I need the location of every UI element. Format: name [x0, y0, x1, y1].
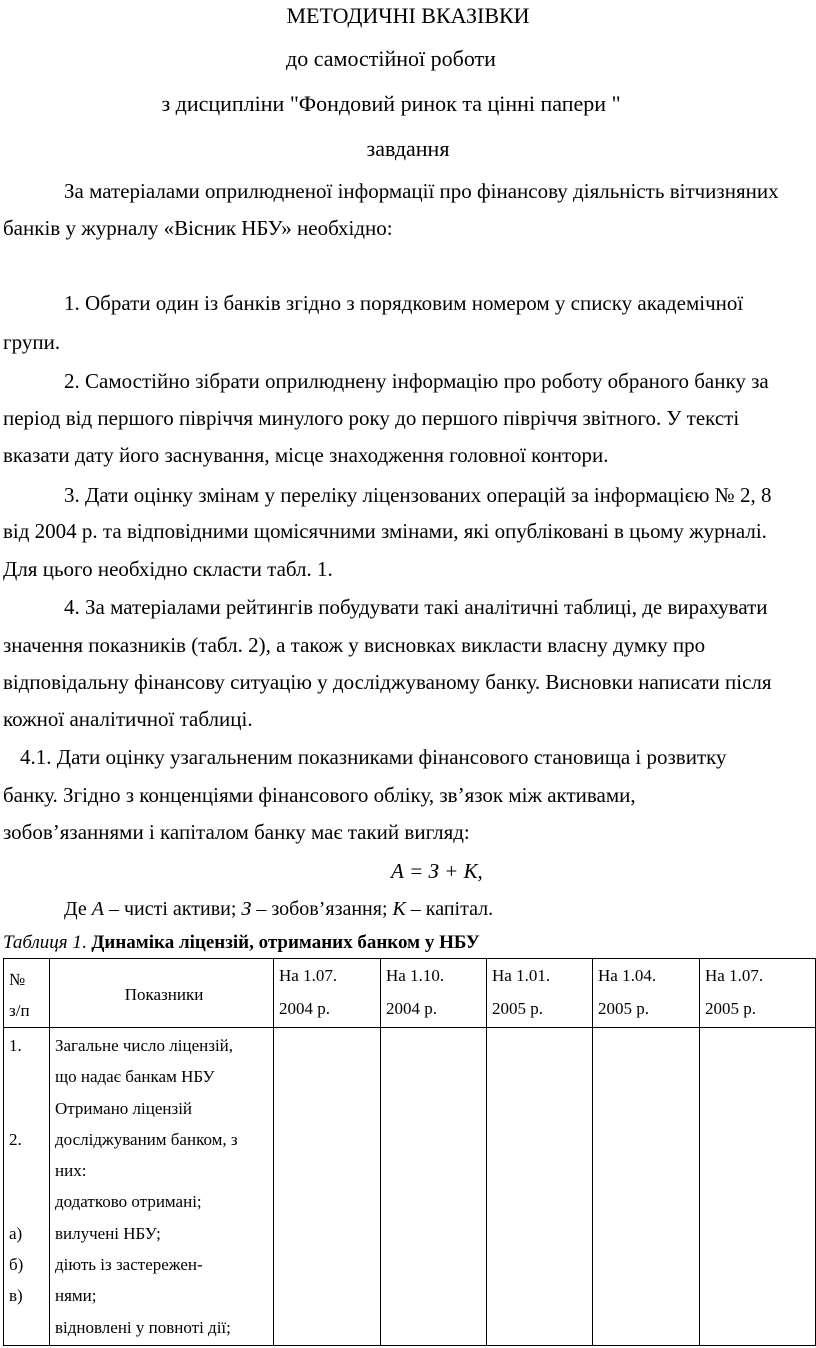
value-cell[interactable] — [487, 1028, 593, 1346]
formula-legend — [64, 895, 493, 923]
indicator-line: додатково отримані; — [55, 1192, 202, 1212]
item-4-1-line-3: зобов’язаннями і капіталом банку має такий вигляд: — [3, 820, 470, 844]
header-date-4-line-2: 2005 р. — [598, 999, 649, 1018]
row-indicator-cell — [50, 1028, 274, 1346]
legend-text-k: – капітал. — [405, 898, 494, 920]
indicator-line: них: — [55, 1161, 87, 1181]
value-cell[interactable] — [381, 1028, 487, 1346]
header-date-2-line-1: На 1.10. — [386, 966, 445, 985]
task-heading: завдання — [366, 136, 450, 161]
header-date-1-line-2: 2004 р. — [279, 999, 330, 1018]
item-4-line-3: відповідальну фінансову ситуацію у досліджуваному банку. Висновки написати після — [3, 670, 772, 694]
legend-text-z: – зобов’язання; — [251, 898, 393, 920]
indicator-line: нями; — [55, 1286, 97, 1306]
indicator-line: Загальне число ліцензій, — [55, 1036, 234, 1055]
item-4-1-line-2: банку. Згідно з конценціями фінансового обліку, зв’язок між активами, — [3, 783, 636, 807]
value-cell[interactable] — [274, 1028, 381, 1346]
header-num-cell — [4, 959, 50, 1028]
header-date-5 — [700, 959, 816, 1028]
header-date-1-line-1: На 1.07. — [279, 966, 338, 985]
header-date-5-line-2: 2005 р. — [705, 999, 756, 1018]
item-3-line-2: від 2004 р. та відповідними щомісячними змінами, які опубліковані в цьому журналі. — [3, 519, 767, 543]
table-caption-text: Динаміка ліцензій, отриманих банком у НБУ — [91, 932, 480, 953]
legend-text-a: – чисті активи; — [103, 898, 242, 920]
row-num-line: в) — [9, 1286, 23, 1306]
item-3-line-3: Для цього необхідно скласти табл. 1. — [3, 557, 333, 581]
table-row — [4, 1028, 816, 1346]
row-num-line: 1. — [9, 1036, 22, 1055]
item-1-line-2: групи. — [3, 330, 61, 354]
item-2-line-2: період від першого півріччя минулого року до першого півріччя звітного. У тексті — [3, 406, 740, 430]
licenses-table — [3, 958, 816, 1346]
header-date-2 — [381, 959, 487, 1028]
row-num-line — [9, 1061, 49, 1092]
item-4-line-2: значення показників (табл. 2), а також у висновках викласти власну думку про — [3, 633, 706, 657]
row-num-line: 2. — [9, 1129, 22, 1149]
indicator-line: діють із застережен- — [55, 1255, 203, 1275]
header-date-4 — [593, 959, 700, 1028]
row-num-line — [9, 1186, 49, 1217]
indicator-line: що надає банкам НБУ — [55, 1067, 215, 1087]
legend-symbol-a: А — [91, 898, 104, 920]
row-num-line — [9, 1155, 49, 1186]
table-caption-separator: . — [81, 932, 92, 953]
intro-line-2: банків у журналу «Вісник НБУ» необхідно: — [3, 216, 393, 240]
header-num-line-2: з/п — [9, 1001, 30, 1020]
item-4-line-1: 4. За матеріалами рейтингів побудувати такі аналітичні таблиці, де вирахувати — [64, 595, 768, 619]
table-header-row — [4, 959, 816, 1028]
indicator-line: Отримано ліцензій — [55, 1098, 193, 1118]
row-num-cell — [4, 1028, 50, 1346]
legend-prefix: Де — [64, 898, 92, 920]
table-caption-label: Таблиця 1 — [3, 932, 82, 953]
item-2-line-1: 2. Самостійно зібрати оприлюднену інформацію про роботу обраного банку за — [64, 369, 769, 393]
item-2-line-3: вказати дату його заснування, місце знаходження головної контори. — [3, 443, 609, 467]
value-cell[interactable] — [593, 1028, 700, 1346]
header-date-3-line-1: На 1.01. — [492, 966, 551, 985]
header-date-3 — [487, 959, 593, 1028]
item-3-line-1: 3. Дати оцінку змінам у переліку ліцензованих операцій за інформацією № 2, 8 — [64, 483, 772, 507]
header-date-2-line-2: 2004 р. — [386, 999, 437, 1018]
header-date-5-line-1: На 1.07. — [705, 966, 764, 985]
document-subtitle: до самостійної роботи — [286, 46, 496, 71]
legend-symbol-k: К — [392, 898, 406, 920]
row-num-line: а) — [9, 1223, 23, 1243]
formula: А = З + К, — [391, 859, 483, 883]
table-caption — [3, 929, 480, 957]
item-4-line-4: кожної аналітичної таблиці. — [3, 707, 253, 731]
header-date-3-line-2: 2005 р. — [492, 999, 543, 1018]
indicator-line: досліджуваним банком, з — [55, 1129, 238, 1149]
row-num-line — [9, 1093, 49, 1124]
legend-symbol-z: З — [241, 898, 252, 920]
item-4-1-line-1: 4.1. Дати оцінку узагальненим показниками фінансового становища і розвитку — [20, 745, 727, 769]
item-1-line-1: 1. Обрати один із банків згідно з порядковим номером у списку академічної — [64, 291, 744, 315]
indicator-line: вилучені НБУ; — [55, 1223, 161, 1243]
document-title: МЕТОДИЧНІ ВКАЗІВКИ — [286, 3, 530, 28]
discipline-line: з дисципліни "Фондовий ринок та цінні папери " — [161, 91, 621, 116]
header-date-1 — [274, 959, 381, 1028]
value-cell[interactable] — [700, 1028, 816, 1346]
header-num-line-1: № — [9, 970, 26, 989]
header-date-4-line-1: На 1.04. — [598, 966, 657, 985]
row-num-line: б) — [9, 1255, 24, 1275]
header-indicator-cell: Показники — [50, 959, 274, 1028]
intro-line-1: За матеріалами оприлюдненої інформації про фінансову діяльність вітчизняних — [64, 179, 779, 203]
indicator-line: відновлені у повноті дії; — [55, 1317, 231, 1337]
